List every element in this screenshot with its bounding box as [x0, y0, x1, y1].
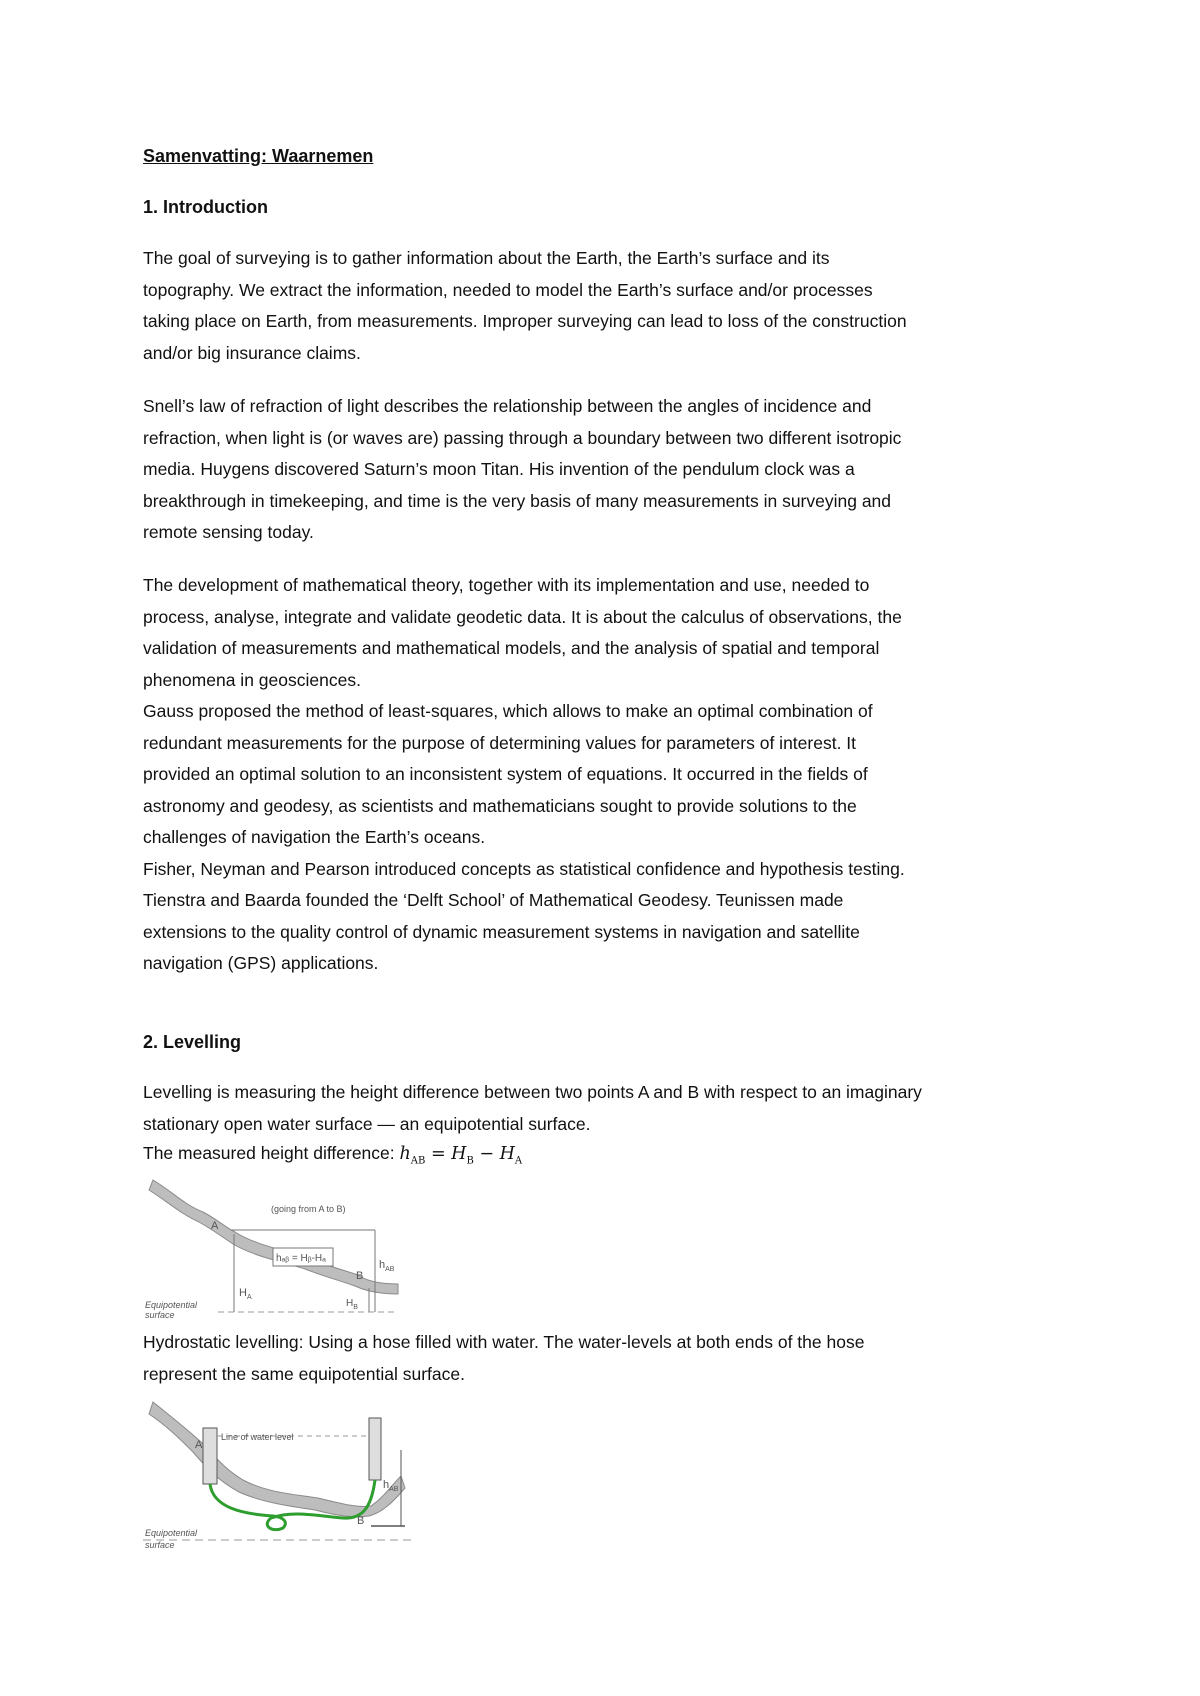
h-ab-label: $h_{AB}$ [379, 1259, 395, 1273]
box-label: hₐᵦ = Hᵦ-Hₐ [276, 1253, 326, 1264]
surface-label-2: surface [145, 1540, 175, 1550]
point-a-label: A [195, 1439, 203, 1451]
h-a-label: $H_A$ [239, 1287, 252, 1301]
h-ab-label: $h_{AB}$ [383, 1479, 399, 1493]
surface-label-1: Equipotential [145, 1300, 198, 1310]
h-b-label: $H_B$ [346, 1298, 358, 1311]
intro-paragraph-theory: The development of mathematical theory, together with its implementation and use, needed to process, analyse, integrate and validate geodetic data. It is about the calculus of observations, the validation of measurements and mathematical models, and the analysis of spatial and temporal phenomena in geosciences. Gauss proposed the method of least-squares, which allows to make an optimal combination of redundant measurements for the purpose of determining values for parameters of interest. It provided an optimal solution to an inconsistent system of equations. It occurred in the fields of astronomy and geodesy, as scientists and mathematicians sought to provide solutions to the challenges of navigation the Earth’s oceans. Fisher, Neyman and Pearson introduced concepts as statistical confidence and hypothesis testing. Tienstra and Baarda founded the ‘Delft School’ of Mathematical Geodesy. Teunissen made extensions to the quality control of dynamic measurement systems in navigation and satellite navigation (GPS) applications. [143, 575, 905, 973]
levelling-paragraph: Levelling is measuring the height difference between two points A and B with respect to an imaginary stationary open water surface — an equipotential surface. [143, 1082, 922, 1134]
intro-paragraph-snell: Snell’s law of refraction of light describes the relationship between the angles of incidence and refraction, when light is (or waves are) passing through a boundary between two different isotropic media. Huygens discovered Saturn’s moon Titan. His invention of the pendulum clock was a breakthrough in timekeeping, and time is the very basis of many measurements in surveying and remote sensing today. [143, 396, 902, 542]
point-b-label: B [356, 1270, 364, 1282]
surface-label-1: Equipotential [145, 1528, 198, 1538]
hydrostatic-figure [143, 1398, 415, 1551]
formula-intro: The measured height difference: [143, 1143, 400, 1163]
section-heading-introduction: 1. Introduction [143, 197, 268, 217]
height-difference-formula: $h_{AB} = H_B - H_A$ [399, 1144, 523, 1167]
hydrostatic-paragraph: Hydrostatic levelling: Using a hose filled with water. The water-levels at both ends of the hose represent the same equipotential surface. [143, 1332, 865, 1384]
levelling-diagram [143, 1172, 408, 1320]
section-heading-levelling: 2. Levelling [143, 1032, 242, 1052]
height-difference-line [143, 1143, 522, 1167]
tube-b [369, 1418, 381, 1480]
water-level-label: Line of water level [221, 1432, 294, 1442]
document-title: Samenvatting: Waarnemen [143, 146, 374, 166]
tube-a [203, 1428, 217, 1484]
intro-paragraph-goal: The goal of surveying is to gather information about the Earth, the Earth’s surface and its topography. We extract the information, needed to model the Earth’s surface and/or processes taking place on Earth, from measurements. Improper surveying can lead to loss of the construction and/or big insurance claims. [143, 248, 907, 363]
surface-label-2: surface [145, 1310, 175, 1320]
levelling-figure [143, 1172, 408, 1320]
direction-caption: (going from A to B) [271, 1204, 346, 1214]
point-a-label: A [211, 1220, 219, 1232]
point-b-label: B [357, 1515, 365, 1527]
hydrostatic-diagram [143, 1398, 415, 1551]
